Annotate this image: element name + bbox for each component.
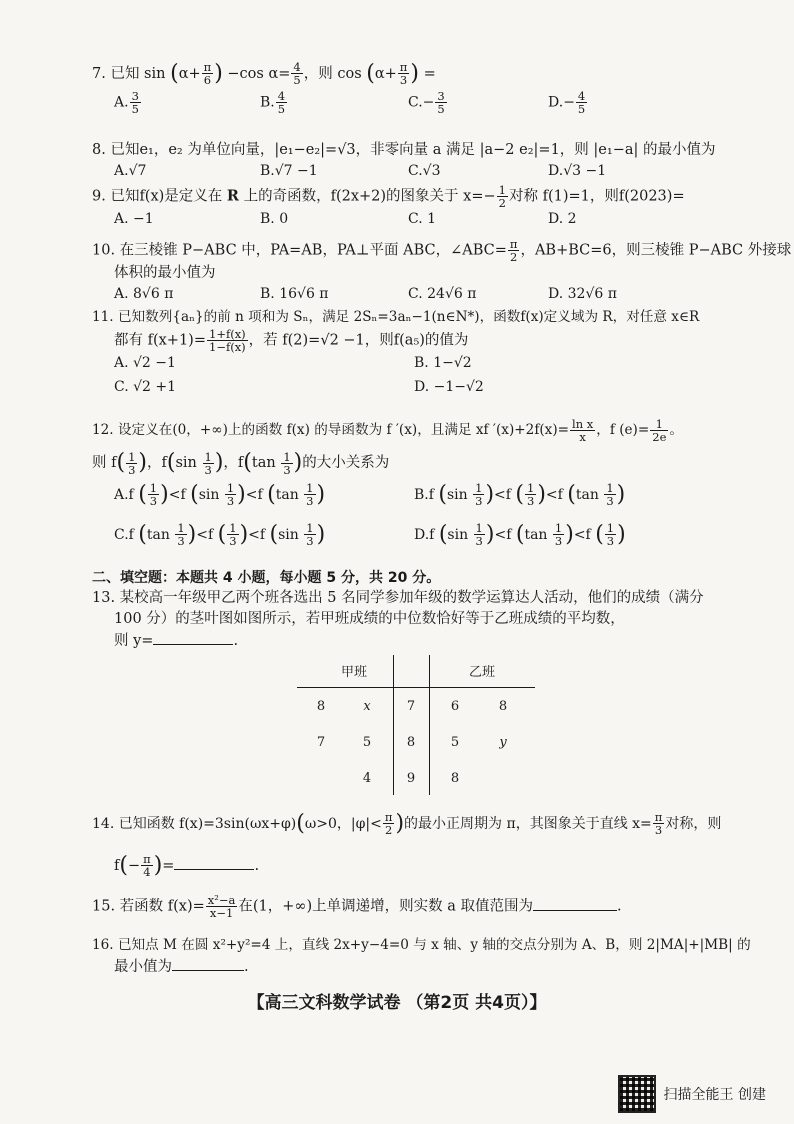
q12-options-row1 (92, 479, 752, 519)
question-9 (92, 184, 752, 233)
q14-line2: f(− $\frac{\pi}{4}$ )= . (114, 852, 260, 880)
q10-option-d: D. 32√6 π (548, 286, 617, 303)
question-8-stem: 8. 已知e₁，e₂ 为单位向量，|e₁−e₂|=√3，非零向量 a 满足 |a−2 e₂|=1，则 |e₁−a| 的最小值为 (92, 142, 716, 158)
q13-line1: 13. 某校高一年级甲乙两个班各选出 5 名同学参加年级的数学运算达人活动，他们的成绩（满分 (92, 590, 704, 606)
q13-line3: 则 y= . (92, 630, 752, 652)
q7-option-c: C.− $\frac{3}{5}$ (408, 88, 445, 116)
q7-then: ，则 cos (303, 65, 362, 82)
q15-line1: 15. 若函数 f(x)= $\frac{\text{x²−a}}{x-1}$ 在(1，+∞)上单调递增，则实数 a 取值范围为 . (92, 893, 622, 921)
question-12-stem: 12. 设定义在(0，+∞)上的函数 f(x) 的导函数为 f ′(x)，且满足 xf ′(x)+2f(x)= $\frac{\text{ln x}}{x}$ ，f (e)= $\frac{1}{2e}$ 。 (92, 417, 683, 445)
leaf-left-r1-c2: x (363, 699, 371, 714)
q8-options (92, 161, 752, 185)
question-14 (92, 808, 752, 882)
q16-answer-blank (172, 956, 244, 971)
question-16 (92, 936, 752, 978)
q11-options-row1 (92, 353, 752, 377)
q7-option-b: B. $\frac{4}{5}$ (260, 88, 286, 116)
q13-line2: 100 分）的茎叶图如图所示，若甲班成绩的中位数恰好等于乙班成绩的平均数， (114, 611, 625, 628)
q7-text: 7. 已知 sin (92, 65, 166, 82)
q7-arg2-frac: $\frac{\pi}{3}$ (399, 60, 408, 88)
leaf-left-r1-c1: 8 (316, 699, 326, 714)
question-13 (92, 588, 752, 652)
plot-right-divider (429, 655, 430, 795)
question-7-stem: 7. 已知 sin (α+ $\frac{\pi}{6}$ ) −cos α= $\frac{4}{5}$ ，则 cos (α+ $\frac{\pi}{3}$ ) = (92, 60, 436, 88)
q8-option-a: A.√7 (114, 163, 147, 180)
leaf-right-r3-c1: 8 (450, 771, 460, 786)
leaf-right-r2-c2: y (499, 735, 507, 750)
q8-option-c: C.√3 (408, 163, 441, 180)
q10-option-a: A. 8√6 π (114, 286, 174, 303)
q8-option-b: B.√7 −1 (260, 163, 318, 180)
q16-line2: 最小值为 . (92, 956, 752, 978)
q9-option-d: D. 2 (548, 211, 577, 228)
question-12 (92, 418, 752, 559)
left-class-header: 甲班 (341, 665, 368, 680)
page-footer: 【高三文科数学试卷 （第2页 共4页）】 (247, 993, 547, 1013)
right-class-header: 乙班 (469, 665, 496, 680)
q7-options (92, 90, 752, 128)
q12-option-d: D.f (sin $\frac{1}{3}$ )<f (tan $\frac{1}{3}$ )<f ( $\frac{1}{3}$ ) (414, 521, 626, 549)
stem-r1: 7 (406, 699, 416, 714)
q12-option-a: A.f ( $\frac{1}{3}$ )<f (sin $\frac{1}{3}$ )<f (tan $\frac{1}{3}$ ) (114, 481, 326, 509)
q8-option-d: D.√3 −1 (548, 163, 607, 180)
plot-header-line (297, 687, 535, 688)
q7-mid: −cos α= (227, 65, 291, 82)
question-15 (92, 894, 752, 919)
q9-option-a: A. −1 (114, 211, 154, 228)
q7-option-a: A. $\frac{3}{5}$ (114, 88, 139, 116)
question-10-stem-line2: 体积的最小值为 (114, 265, 216, 282)
q12-options-row2 (92, 519, 752, 559)
stem-leaf-plot (297, 655, 537, 795)
q7-arg1-frac: $\frac{\pi}{6}$ (203, 60, 212, 88)
q9-option-c: C. 1 (408, 211, 437, 228)
q10-options (92, 284, 752, 308)
q7-value-frac: $\frac{4}{5}$ (293, 60, 301, 88)
leaf-right-r1-c1: 6 (450, 699, 460, 714)
question-12-line2: 则 f( $\frac{1}{3}$ )，f(sin $\frac{1}{3}$ )，f(tan $\frac{1}{3}$ )的大小关系为 (92, 449, 390, 477)
q7-end: = (423, 65, 436, 82)
q7-arg2: α+ (374, 65, 397, 82)
qr-code-icon (618, 1075, 656, 1113)
question-11 (92, 308, 752, 401)
stem-r3: 9 (406, 771, 416, 786)
question-10-stem: 10. 在三棱锥 P−ABC 中，PA=AB，PA⊥平面 ABC，∠ABC= $\frac{\pi}{2}$ ，AB+BC=6，则三棱锥 P−ABC 外接球 (92, 237, 792, 265)
question-9-stem: 9. 已知f(x)是定义在 R 上的奇函数，f(2x+2)的图象关于 x=− $\frac{1}{2}$ 对称 f(1)=1，则f(2023)= (92, 183, 685, 211)
leaf-right-r2-c1: 5 (450, 735, 460, 750)
q13-answer-blank (153, 630, 233, 645)
q9-option-b: B. 0 (260, 211, 289, 228)
question-8 (92, 140, 752, 185)
stem-r2: 8 (406, 735, 416, 750)
plot-left-divider (393, 655, 394, 795)
leaf-left-r2-c2: 5 (362, 735, 372, 750)
q7-arg1: α+ (178, 65, 201, 82)
q12-option-b: B.f (sin $\frac{1}{3}$ )<f ( $\frac{1}{3}$ )<f (tan $\frac{1}{3}$ ) (414, 481, 626, 509)
q16-line1: 16. 已知点 M 在圆 x²+y²=4 上，直线 2x+y−4=0 与 x 轴、y 轴的交点分别为 A、B，则 2|MA|+|MB| 的 (92, 937, 751, 953)
q11-option-a: A. √2 −1 (114, 354, 176, 371)
q12-option-c: C.f (tan $\frac{1}{3}$ )<f ( $\frac{1}{3}$ )<f (sin $\frac{1}{3}$ ) (114, 521, 326, 549)
question-7 (92, 58, 752, 128)
scanner-watermark (618, 1075, 766, 1113)
q14-answer-blank (174, 855, 254, 870)
section-fill-in-blank-header: 二、填空题：本题共 4 小题，每小题 5 分，共 20 分。 (92, 570, 441, 586)
question-11-stem-line2: 都有 f(x+1)= $\frac{1+f(x)}{1-f(x)}$ ，若 f(2)=√2 −1，则f(a₅)的值为 (114, 326, 469, 354)
question-10 (92, 237, 792, 308)
q9-options (92, 209, 752, 233)
q10-option-c: C. 24√6 π (408, 286, 477, 303)
q11-options-row2 (92, 377, 752, 401)
leaf-right-r1-c2: 8 (498, 699, 508, 714)
q15-answer-blank (533, 896, 617, 911)
q7-option-d: D.− $\frac{4}{5}$ (548, 88, 586, 116)
watermark-text: 扫描全能王 创建 (663, 1087, 766, 1103)
q11-option-d: D. −1−√2 (414, 378, 484, 395)
q10-option-b: B. 16√6 π (260, 286, 329, 303)
question-11-stem: 11. 已知数列{aₙ}的前 n 项和为 Sₙ，满足 2Sₙ=3aₙ−1(n∈N*)，函数f(x)定义域为 R，对任意 x∈R (92, 309, 700, 325)
q11-option-b: B. 1−√2 (414, 354, 472, 371)
leaf-left-r3-c2: 4 (362, 771, 372, 786)
q11-option-c: C. √2 +1 (114, 378, 177, 395)
q14-line1: 14. 已知函数 f(x)=3sin(ωx+φ)(ω>0，|φ|< $\frac{\pi}{2}$ )的最小正周期为 π，其图象关于直线 x= $\frac{\pi}{3}$ 对称，则 (92, 810, 722, 838)
leaf-left-r2-c1: 7 (316, 735, 326, 750)
